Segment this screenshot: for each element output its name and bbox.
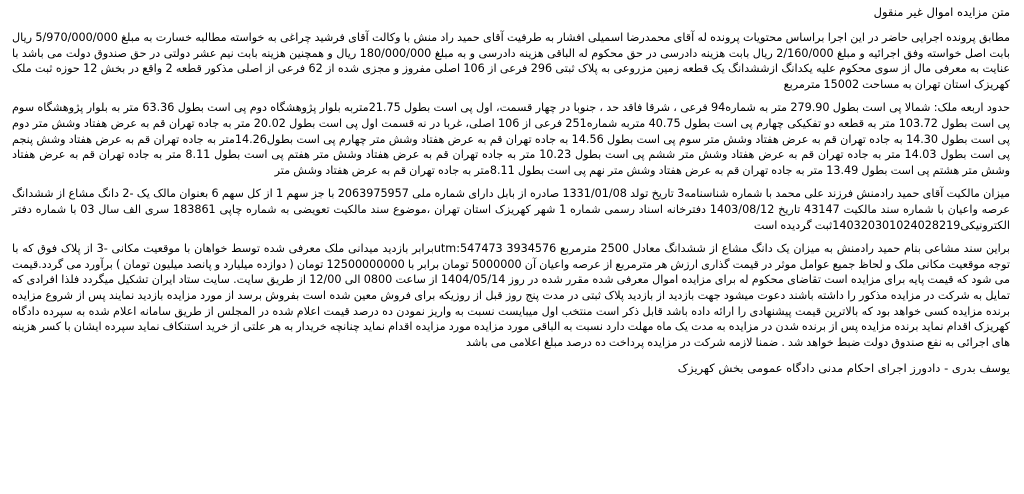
ownership-details-paragraph: میزان مالکیت آقای حمید رادمنش فرزند علی محمد با شماره شناسنامه3 تاریخ تولد 1331/01/08 صادره از بابل دارای شماره ملی 2063975957 با جز سهم 1 از کل سهم 6 بعنوان مالک یک -2 دانگ مشاع از ششدانگ عرصه واعیان با شماره سند مالکیت 43147 تاریخ 1403/08/12 دفترخانه اسناد رسمی شماره 1 شهر کهریزک استان تهران ،موضوع سند مالکیت تعویضی به شماره چاپی 183861 سری الف سال 03 با شماره دفتر الکترونیکی140320301024028219ثبت گردیده است xyxy=(12,187,1011,232)
document-title: متن مزایده اموال غیر منقول xyxy=(873,5,1010,19)
auction-terms-paragraph: براین سند مشاعی بنام حمید رادمنش به میزان یک دانگ مشاع از ششدانگ معادل 2500 مترمربع 3934576 utm:547473برابر بازدید میدانی ملک معرفی شده توسط خواهان با موقعیت مکانی -3 از پلاک فوق که با توجه موقعیت مکانی ملک و لحاظ جمیع عوامل موثر در قیمت گذاری ارزش هر مترمربع از عرصه واعیان آن 5000000 تومان برابر با 12500000000 تومان ( دوازده میلیارد و پانصد میلیون تومان ) برآورد می گردد.قیمت می شود که قیمت پایه برای مزایده است تقاضای محکوم له برای مزایده اموال معرفی شده مقرر شده در روز 1404/05/14 از ساعت 0800 الی 12/00 از طریق سایت. سایت ستاد ایران تشکیل میگردد فلذا افرادی که تمایل به شرکت در مزایده مذکور را داشته باشند دعوت میشود جهت بازدید از بازدید پلاک ثبتی در مدت پنج روز قبل از روزیکه برای فروش معین شده است بفروش برسد از مورد مزایده بازدید نمایند پس از شروع مزایده برنده مزایده کسی خواهد بود که بالاترین قیمت پیشنهادی را ارائه داده باشد قابل ذکر است منتخب اول میبایست نسبت به واریز نمودن ده درصد قیمت اعلام شده در المجلس از طریق سامانه اعلام شده به سپرده دادگاه کهریزک اقدام نماید برنده مزایده پس از برنده شدن در مزایده به مدت یک ماه مهلت دارد نسبت به الباقی مورد مزایده مورد مزایده اقدام نماید چنانچه خریدار به هر علتی از خرید استنکاف نماید سپرده ایشان با کسر هزینه های اجرائی به نفع صندوق دولت ضبط خواهد شد . ضمنا لازمه شرکت در مزایده پرداخت ده درصد مبلغ اعلامی می باشد xyxy=(12,242,1011,349)
signature-line: یوسف بدری - دادورز اجرای احکام مدنی دادگاه عمومی بخش کهریزک xyxy=(677,361,1010,376)
property-boundaries-paragraph: حدود اربعه ملک: شمالا پی است بطول 279.90 متر به شماره94 فرعی ، شرقا فاقد حد ، جنوبا در چهار قسمت، اول پی است بطول 21.75متربه بلوار پژوهشگاه دوم پی است بطول 63.36 متر به بلوار پژوهشگاه سوم پی است بطول 103.72 متر به قطعه دو تفکیکی چهارم پی است بطول 40.75 متربه شماره251 فرعی از 106 اصلی، غربا در نه قسمت اول پی است بطول 20.02 متر به جاده تهران قم به عرض هفتاد وشش متر دوم پی است بطول 14.30 به جاده تهران قم به عرض هفتاد وشش متر سوم پی است بطول 14.56 به جاده تهران قم به عرض هفتاد وشش متر چهارم پی است بطول14.26متر به جاده تهران قم به عرض هفتاد وشش پنجم پی است بطول 14.03 متر به جاده تهران قم به عرض هفتاد وشش متر ششم پی است بطول 10.23 متر به جاده تهران قم به عرض هفتاد وشش متر هفتم پی است بطول 8.11 متر به جاده تهران قم به عرض هفتاد وشش متر هشتم پی است بطول 13.49 متر به جاده تهران قم به عرض هفتاد وشش متر نهم پی است بطول 8.11متر به جاده تهران قم به عرض هفتاد وشش متر xyxy=(12,101,1011,177)
case-summary-paragraph: مطابق پرونده اجرایی حاضر در این اجرا براساس محتویات پرونده له آقای محمدرضا اسمیلی افشار به طرفیت آقای حمید راد منش با وکالت آقای فرشید چراغی به خواسته مطالبه خسارت به مبلغ 5/970/000/000 ریال بابت اصل خواسته وفق اجرائیه و مبلغ 2/160/000 ریال بابت هزینه دادرسی در حق محکوم له الباقی هزینه دادرسی و به مبلغ 180/000/000 ریال و همچنین هزینه بابت نیم عشر دولتی در حق صندوق دولت می باشد با عنایت به معرفی مال از سوی محکوم علیه یکدانگ ازششدانگ یک قطعه زمین مزروعی به پلاک ثبتی 296 فرعی از 106 اصلی مفروز و مجزی شده از 62 فرعی از اصلی مذکور قطعه 2 واقع در بخش 12 حوزه ثبت ملک کهریزک استان تهران به مساحت 15002 مترمربع xyxy=(12,31,1011,91)
